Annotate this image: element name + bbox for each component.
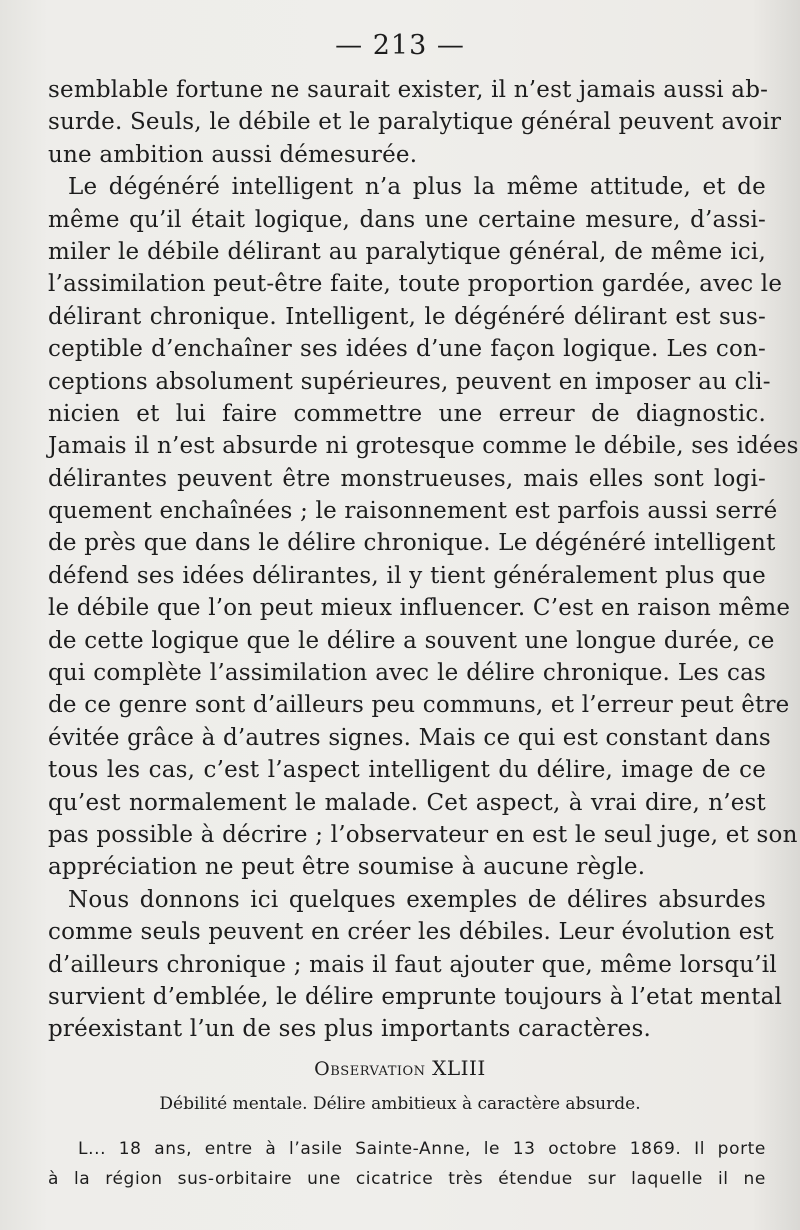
text-line: l’assimilation peut-être faite, toute proportion gardée, avec le	[48, 271, 783, 298]
body-text	[48, 74, 799, 1046]
text-line: survient d’emblée, le délire emprunte toujours à l’etat mental	[48, 983, 783, 1010]
observation-subtitle: Débilité mentale. Délire ambitieux à caractère absurde.	[159, 1094, 641, 1114]
text-line: d’ailleurs chronique ; mais il faut ajouter que, même lorsqu’il	[48, 951, 777, 978]
text-line: Nous donnons ici quelques exemples de délires absurdes	[68, 886, 766, 913]
text-line: comme seuls peuvent en créer les débiles. Leur évolution est	[48, 919, 774, 946]
text-line: qu’est normalement le malade. Cet aspect, à vrai dire, n’est	[48, 789, 766, 816]
text-line: de ce genre sont d’ailleurs peu communs, et l’erreur peut être	[48, 692, 790, 719]
case-line: à la région sus-orbitaire une cicatrice très étendue sur laquelle il ne	[48, 1169, 766, 1189]
page-number: — 213 —	[335, 30, 465, 61]
text-line: défend ses idées délirantes, il y tient généralement plus que	[48, 562, 766, 589]
observation-heading	[0, 1056, 800, 1080]
text-line: délirant chronique. Intelligent, le dégénéré délirant est sus-	[48, 303, 766, 330]
text-line: pas possible à décrire ; l’observateur en est le seul juge, et son	[48, 821, 798, 848]
text-line: de cette logique que le délire a souvent une longue durée, ce	[48, 627, 775, 654]
text-line: préexistant l’un de ses plus importants caractères.	[48, 1016, 651, 1043]
text-line: ceptions absolument supérieures, peuvent en imposer au cli-	[48, 368, 771, 395]
observation-number: XLIII	[432, 1056, 486, 1080]
text-line: délirantes peuvent être monstrueuses, mais elles sont logi-	[48, 465, 766, 492]
text-line: Le dégénéré intelligent n’a plus la même attitude, et de	[68, 174, 766, 201]
text-line: ceptible d’enchaîner ses idées d’une façon logique. Les con-	[48, 336, 766, 363]
text-line: une ambition aussi démesurée.	[48, 141, 418, 168]
text-line: quement enchaînées ; le raisonnement est parfois aussi serré	[48, 498, 778, 525]
text-line: évitée grâce à d’autres signes. Mais ce qui est constant dans	[48, 724, 771, 751]
case-line: L... 18 ans, entre à l’asile Sainte-Anne, le 13 octobre 1869. Il porte	[78, 1139, 766, 1159]
observation-label: Observation	[314, 1058, 426, 1080]
text-line: Jamais il n’est absurde ni grotesque comme le débile, ses idées	[48, 433, 799, 460]
text-line: miler le débile délirant au paralytique général, de même ici,	[48, 238, 766, 265]
text-line: surde. Seuls, le débile et le paralytique général peuvent avoir	[48, 109, 782, 136]
text-line: le débile que l’on peut mieux influencer. C’est en raison même	[48, 595, 791, 622]
text-line: même qu’il était logique, dans une certaine mesure, d’assi-	[48, 206, 766, 233]
case-text	[48, 1134, 766, 1194]
text-line: qui complète l’assimilation avec le délire chronique. Les cas	[48, 660, 766, 687]
text-line: tous les cas, c’est l’aspect intelligent du délire, image de ce	[48, 757, 766, 784]
text-line: nicien et lui faire commettre une erreur de diagnostic.	[48, 400, 766, 427]
text-line: semblable fortune ne saurait exister, il n’est jamais aussi ab-	[48, 77, 769, 103]
text-line: de près que dans le délire chronique. Le dégénéré intelligent	[48, 530, 776, 557]
text-line: appréciation ne peut être soumise à aucune règle.	[48, 854, 646, 881]
